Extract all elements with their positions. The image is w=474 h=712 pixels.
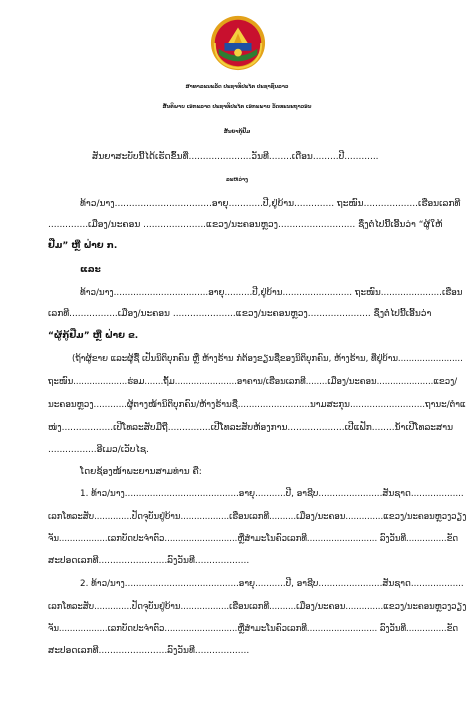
witness-1-line-1: 1. ທ້າວ/ນາງ.........................................ອາຍຸ...........ປີ, ອາຊີບ.......................ສັນຊາດ................... <box>80 489 464 499</box>
entity-line-1: (ຖ້າຜູ້ຂາຍ ແລະຜູ້ຊື້ ເປັນນິຕິບຸກຄົນ ຫຼື ຫ້າງຮ້ານ ກໍຕ້ອງຂຽນຊື່ຂອງນິຕິບຸກຄົນ, ຫ້າງຮ້ານ, ທີ່ຢູ່ບ້ານ........................ <box>72 354 463 364</box>
witness-intro: ໂດຍຊ້ອງໜ້າພະຍານສາມທ່ານ ຄື: <box>80 467 202 477</box>
lender-line-1: ທ້າວ/ນາງ..................................ອາຍຸ............ປີ,ຢູ່ບ້ານ.............. ຖະໜົນ...................ເຮືອນເລກທີ <box>80 199 461 209</box>
entity-line-2: ຖະໜົນ....................ຮ່ອມ.......ຖັ້ມ.......................ອາຄານ/ເຮືອນເລກທີ........ເມືອງ/ນະຄອນ.....................ແຂວງ/ <box>48 377 458 387</box>
borrower-line-2: ເລກທີ.................ເມືອງ/ນະຄອນ ......................ແຂວງ/ນະຄອນຫຼວງ...................... ຊຶ່ງຕໍ່ໄປນີ້ເອີ້ນວ່າ <box>48 309 432 319</box>
national-motto: ສັນຕິພາບ ເອກະລາດ ປະຊາທິປະໄຕ ເອກະພາບ ວັດທະນະຖາວອນ <box>162 104 312 110</box>
witness-1-line-2: ເລກໂທລະສັບ..............ປັດຈຸບັນຢູ່ບ້ານ..................ເຮືອນເລກທີ..........ເມືອງ/ນະຄອນ..............ແຂວງ/ນະຄອນຫຼວງວຽງ <box>48 512 467 522</box>
witness-2-line-4: ສະປອດເລກທີ........................ລົງວັນທີ................... <box>48 646 250 656</box>
entity-line-3: ນະຄອນຫຼວງ............ຜູ້ຕາງໜ້ານິຕິບຸກຄົນ/ຫ້າງຮ້ານຊື່..........................ນາມສະກຸນ...........................ຖານະ/ຕໍາແ <box>48 400 466 410</box>
witness-2-line-1: 2. ທ້າວ/ນາງ.........................................ອາຍຸ...........ປີ, ອາຊີບ.......................ສັນຊາດ................... <box>80 579 464 589</box>
country-name: ສາທາລະນະລັດ ປະຊາທິປະໄຕ ປະຊາຊົນລາວ <box>185 84 289 90</box>
between-heading: ລະຫວ່າງ <box>226 177 248 183</box>
witness-1-line-3: ຈັນ..................ເລກບັດປະຈໍາຕົວ...........................ຫຼືສໍາມະໂນຄົວເລກທີ.......................... ລົງວັນທີ...............ຂັດ <box>48 534 459 544</box>
entity-line-5: .................ອີເມວ/ເວັບໄຊ. <box>48 445 149 455</box>
lender-line-3: ຢືມ” ຫຼື ຝ່າຍ ກ. <box>48 241 118 251</box>
witness-1-line-4: ສະປອດເລກທີ........................ລົງວັນທີ................... <box>48 556 250 566</box>
borrower-line-1: ທ້າວ/ນາງ..................................ອາຍຸ..........ປີ,ຢູ່ບ້ານ......................... ຖະໜົນ......................ເຮືອນ <box>80 288 463 298</box>
lender-line-2: ..............ເມືອງ/ນະຄອນ ......................ແຂວງ/ນະຄອນຫຼວງ........................... ຊຶ່ງຕໍ່ໄປນີ້ເອີ້ນວ່າ “ຜູ້ໃຫ້ <box>48 220 443 230</box>
national-emblem-icon <box>209 14 267 72</box>
borrower-line-3: “ຜູ້ກູ້ຢືມ” ຫຼື ຝ່າຍ ຂ. <box>48 331 139 341</box>
entity-line-4: ໜ່ງ..................ເປີໂທລະສັບມືຖື...............ເປີໂທລະສັບຫ້ອງການ....................ເປີແຟັກ........ນໍ້າເປີໂທລະສານ <box>48 423 454 433</box>
document-title: ສັນຍາກູ້ຢືມ <box>223 129 251 135</box>
witness-2-line-3: ຈັນ..................ເລກບັດປະຈໍາຕົວ...........................ຫຼືສໍາມະໂນຄົວເລກທີ.......................... ລົງວັນທີ...............ຂັດ <box>48 624 459 634</box>
witness-2-line-2: ເລກໂທລະສັບ..............ປັດຈຸບັນຢູ່ບ້ານ..................ເຮືອນເລກທີ..........ເມືອງ/ນະຄອນ..............ແຂວງ/ນະຄອນຫຼວງວຽງ <box>48 602 467 612</box>
intro-line: ສັນຍາສະບັບນີ້ໄດ້ເຮັດຂຶ້ນທີ່......................ວັນທີ........ເດືອນ.........ປີ............ <box>92 152 379 162</box>
and-heading: ແລະ <box>80 265 101 275</box>
